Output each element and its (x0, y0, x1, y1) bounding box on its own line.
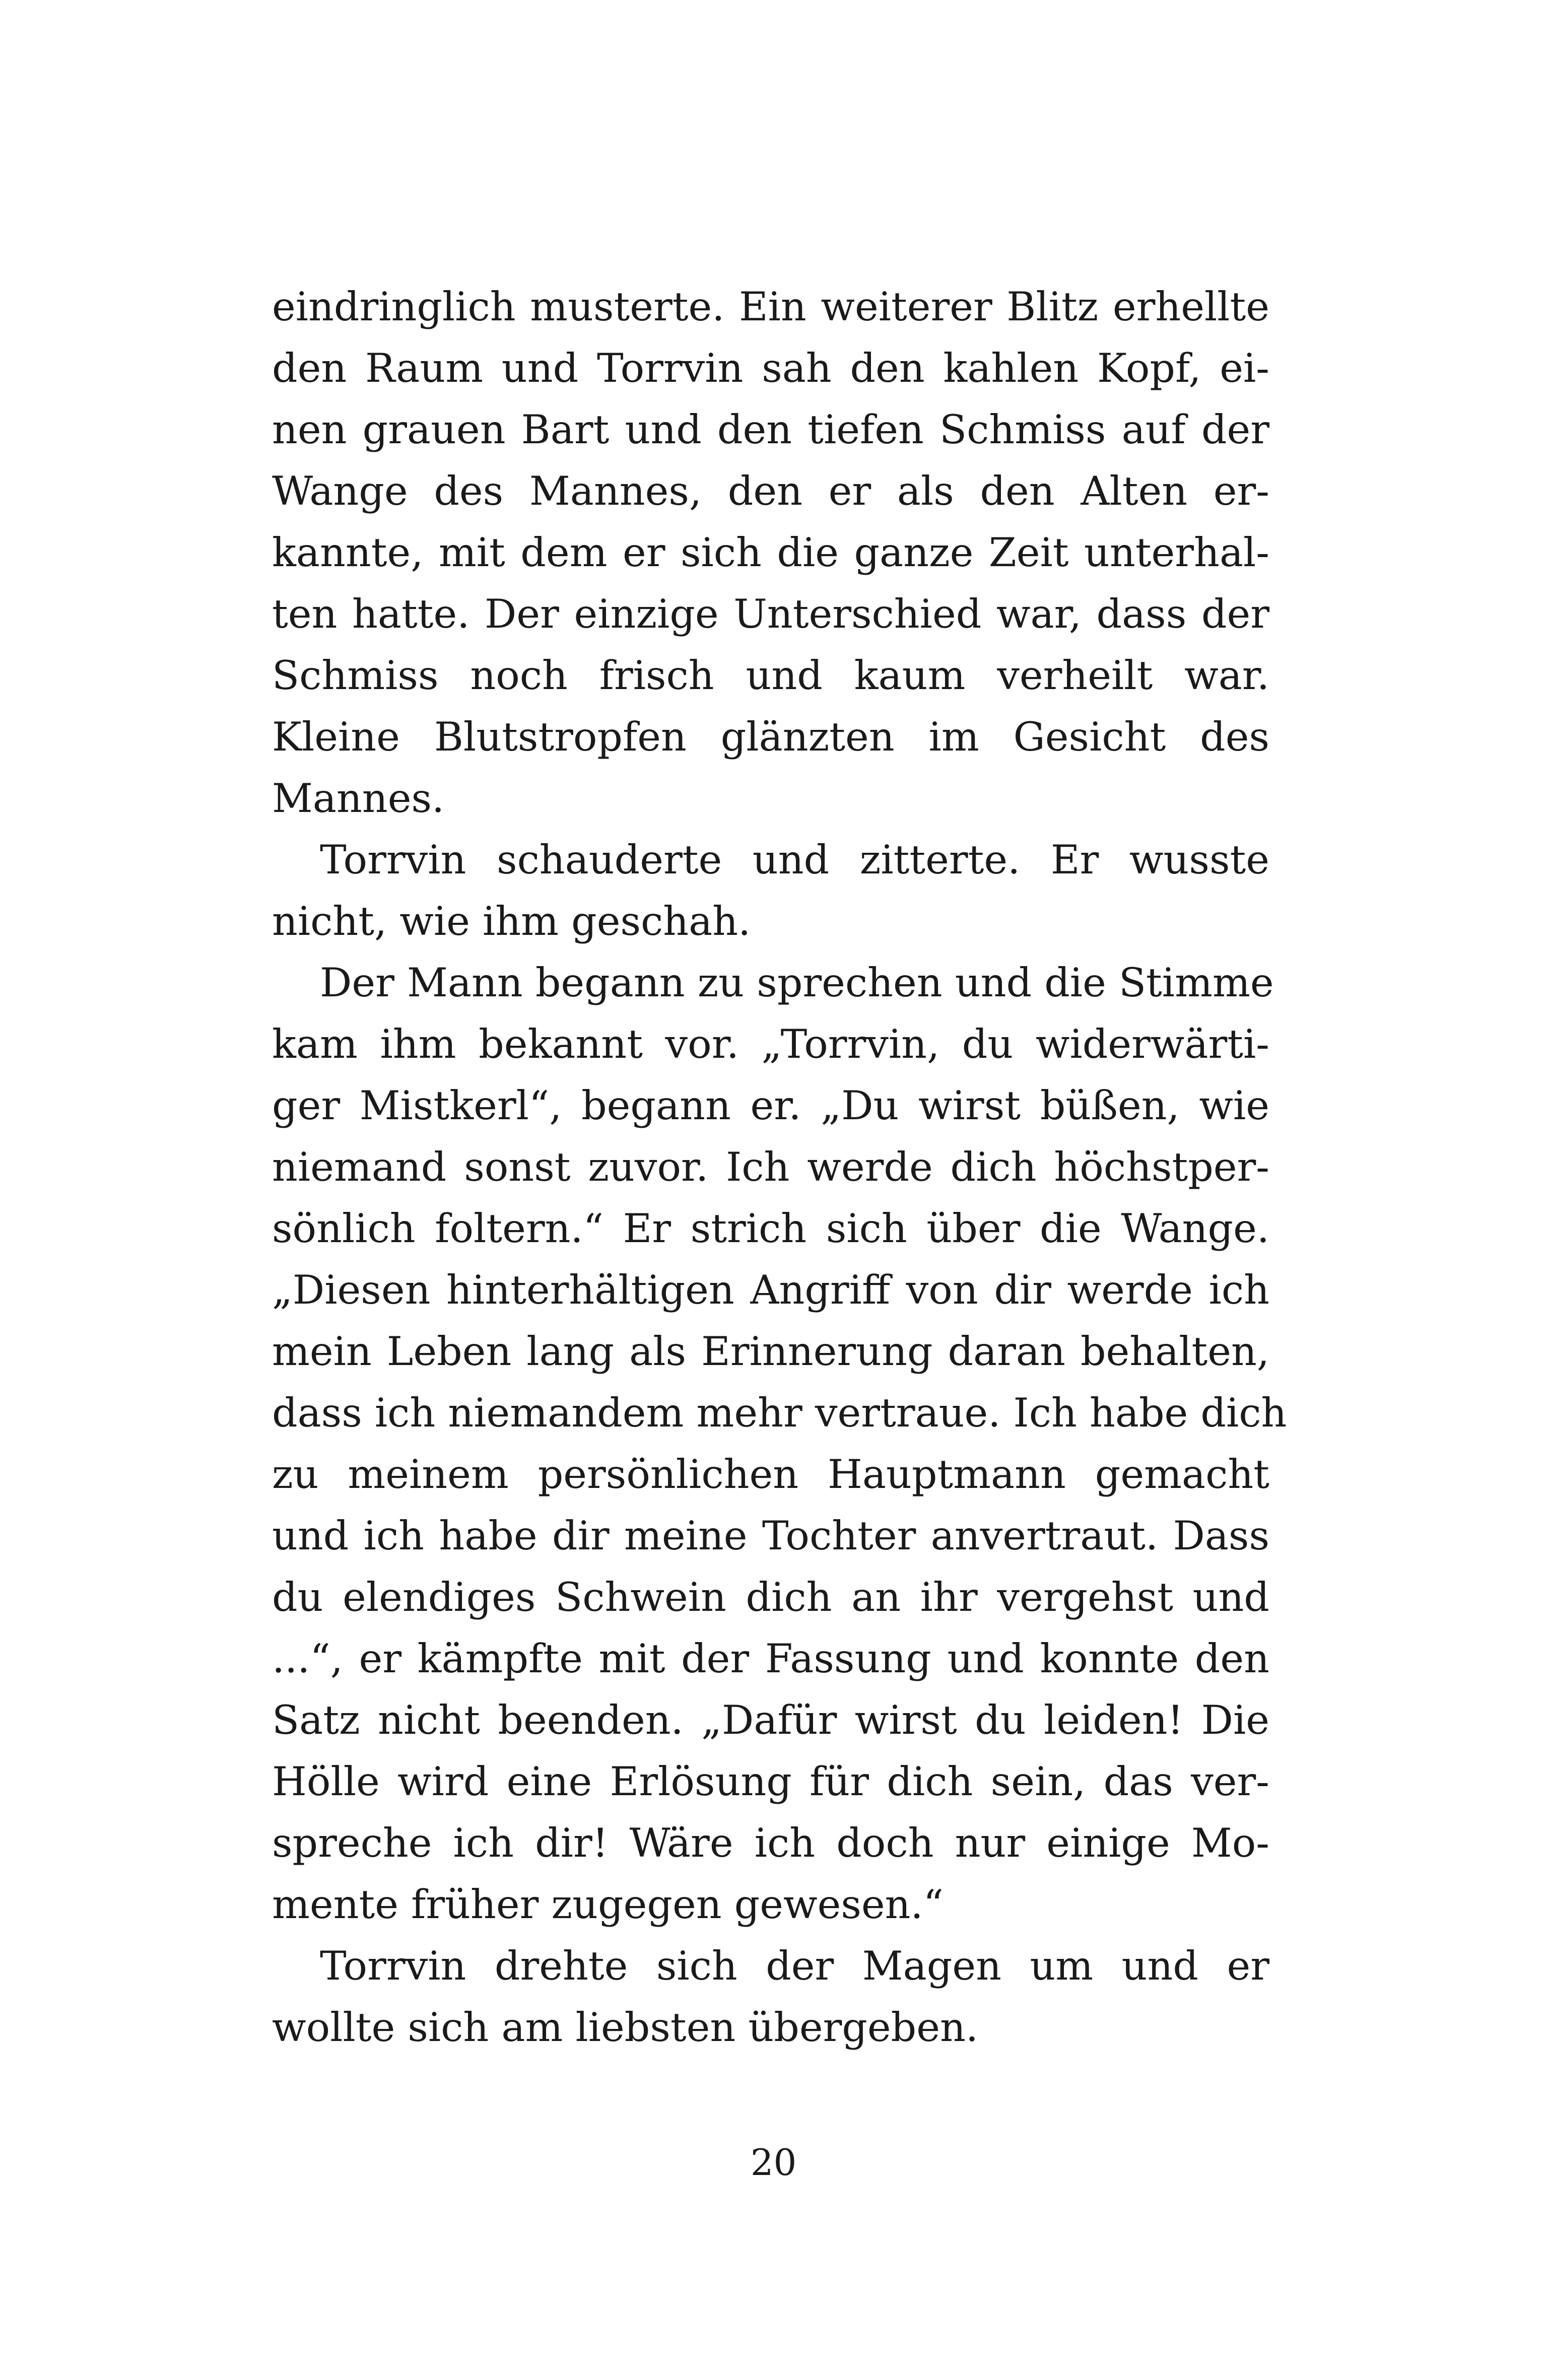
text-line: „Diesen hinterhältigen Angriff von dir werde ich (272, 1267, 1269, 1313)
text-line: niemand sonst zuvor. Ich werde dich höchstper- (272, 1144, 1269, 1190)
text-line: ten hatte. Der einzige Unterschied war, dass der (272, 591, 1269, 637)
text-line: dass ich niemandem mehr vertraue. Ich habe dich (272, 1390, 1287, 1436)
text-line: kannte, mit dem er sich die ganze Zeit unterhal- (272, 529, 1269, 576)
text-line: spreche ich dir! Wäre ich doch nur einige Mo- (272, 1820, 1269, 1866)
text-line: Schmiss noch frisch und kaum verheilt war. (272, 652, 1269, 699)
text-line: ...“, er kämpfte mit der Fassung und konnte den (272, 1636, 1269, 1682)
text-line: nicht, wie ihm geschah. (272, 898, 751, 944)
page-number: 20 (750, 2141, 797, 2184)
text-line: Der Mann begann zu sprechen und die Stimme (320, 960, 1274, 1006)
text-line: du elendiges Schwein dich an ihr vergehst und (272, 1574, 1269, 1620)
text-line: Satz nicht beenden. „Dafür wirst du leiden! Die (272, 1697, 1269, 1743)
text-line: mein Leben lang als Erinnerung daran behalten, (272, 1328, 1269, 1375)
text-line: Torrvin drehte sich der Magen um und er (320, 1943, 1269, 1989)
text-line: Hölle wird eine Erlösung für dich sein, das ver- (272, 1758, 1269, 1805)
text-line: wollte sich am liebsten übergeben. (272, 2004, 978, 2051)
text-line: ger Mistkerl“, begann er. „Du wirst büßen, wie (272, 1082, 1269, 1129)
text-line: eindringlich musterte. Ein weiterer Blitz erhellte (272, 284, 1269, 330)
body-text (272, 276, 1287, 2058)
text-line: und ich habe dir meine Tochter anvertraut. Dass (272, 1513, 1269, 1559)
text-line: den Raum und Torrvin sah den kahlen Kopf, ei- (272, 345, 1269, 391)
text-line: nen grauen Bart und den tiefen Schmiss auf der (272, 406, 1269, 453)
text-line: Torrvin schauderte und zitterte. Er wusste (320, 837, 1269, 883)
text-line: mente früher zugegen gewesen.“ (272, 1881, 944, 1928)
text-line: zu meinem persönlichen Hauptmann gemacht (272, 1451, 1269, 1498)
text-line: Mannes. (272, 775, 445, 822)
text-line: Wange des Mannes, den er als den Alten er- (272, 468, 1269, 514)
text-line: sönlich foltern.“ Er strich sich über die Wange. (272, 1205, 1269, 1252)
text-line: Kleine Blutstropfen glänzten im Gesicht des (272, 714, 1269, 760)
text-line: kam ihm bekannt vor. „Torrvin, du widerwärti- (272, 1021, 1269, 1067)
